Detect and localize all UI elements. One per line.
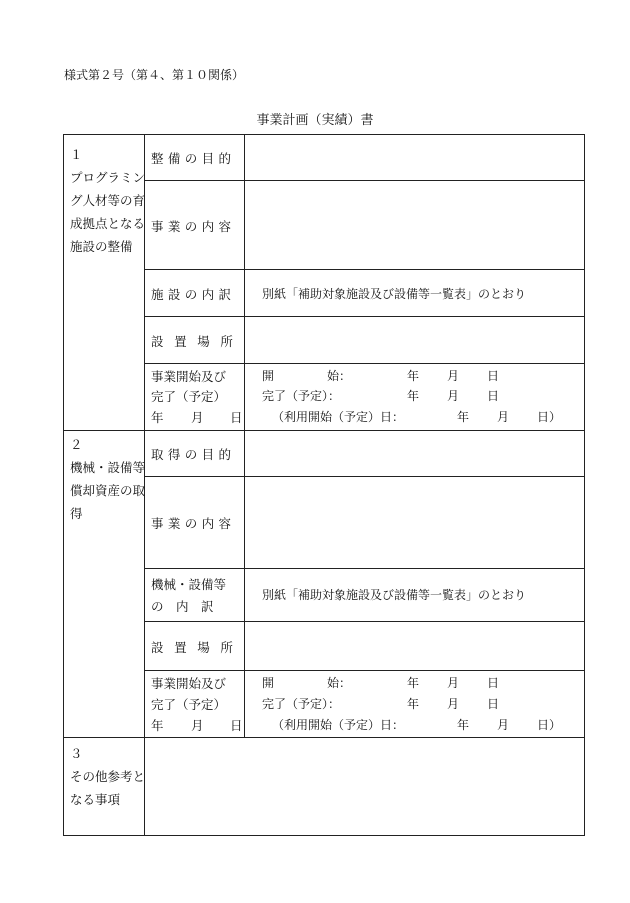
content-label-2: 事業の内容: [151, 516, 236, 531]
usage-label-2: （利用開始（予定）日：: [272, 718, 405, 732]
completion-label: 完了（予定）：: [262, 389, 341, 403]
row-divider: [145, 568, 584, 569]
usage-month-2: 月: [497, 718, 510, 732]
breakdown-value: 別紙「補助対象施設及び設備等一覧表」のとおり: [262, 287, 527, 301]
usage-month: 月: [497, 410, 510, 424]
start-label-b-2: 始：: [327, 676, 352, 690]
section-3-number: ３: [70, 746, 83, 761]
purpose-label: 整備の目的: [151, 151, 236, 166]
location-label: 設置場所: [151, 334, 244, 349]
dates-label-2-year: 年: [151, 718, 164, 733]
start-month-2: 月: [447, 676, 460, 690]
dates-label-year: 年: [151, 410, 164, 425]
content-label: 事業の内容: [151, 219, 236, 234]
completion-label-2: 完了（予定）：: [262, 697, 341, 711]
start-label-b: 始：: [327, 369, 352, 383]
completion-day-2: 日: [487, 697, 500, 711]
document-title: 事業計画（実績）書: [256, 113, 374, 128]
completion-year: 年: [407, 389, 420, 403]
section-2-name: 機械・設備等償却資産の取得: [70, 460, 146, 521]
section-1-header: [70, 143, 146, 258]
start-label-a-2: 開: [262, 676, 275, 690]
breakdown-label: 施設の内訳: [151, 287, 236, 302]
dates-label-2-line-1: 事業開始及び: [151, 676, 227, 691]
row-divider: [145, 316, 584, 317]
row-divider: [145, 476, 584, 477]
completion-month-2: 月: [447, 697, 460, 711]
row-divider: [145, 670, 584, 671]
acquisition-purpose-label: 取得の目的: [151, 447, 236, 462]
dates-label-2-month: 月: [191, 718, 204, 733]
dates-label-day: 日: [230, 410, 243, 425]
start-day: 日: [487, 369, 500, 383]
start-month: 月: [447, 369, 460, 383]
dates-label-2-line-2: 完了（予定）: [151, 697, 227, 712]
completion-year-2: 年: [407, 697, 420, 711]
form-number: 様式第２号（第４、第１０関係）: [64, 68, 245, 82]
dates-label-2-day: 日: [230, 718, 243, 733]
section-1-name: プログラミング人材等の育成拠点となる施設の整備: [70, 170, 146, 254]
usage-label: （利用開始（予定）日：: [272, 410, 405, 424]
row-divider: [145, 621, 584, 622]
row-divider: [145, 180, 584, 181]
section-divider: [64, 430, 584, 431]
start-year: 年: [407, 369, 420, 383]
dates-label-line-1: 事業開始及び: [151, 369, 227, 384]
usage-year: 年: [457, 410, 470, 424]
section-3-header: [70, 742, 146, 811]
start-day-2: 日: [487, 676, 500, 690]
usage-day-2: 日）: [537, 718, 562, 732]
completion-month: 月: [447, 389, 460, 403]
dates-label-line-2: 完了（予定）: [151, 389, 227, 404]
breakdown-label-2-line-1: 機械・設備等: [151, 577, 227, 592]
location-label-2: 設置場所: [151, 640, 244, 655]
column-divider: [244, 135, 245, 737]
section-divider: [64, 737, 584, 738]
completion-day: 日: [487, 389, 500, 403]
section-2-number: ２: [70, 437, 83, 452]
start-label-a: 開: [262, 369, 275, 383]
breakdown-value-2: 別紙「補助対象施設及び設備等一覧表」のとおり: [262, 588, 527, 602]
start-year-2: 年: [407, 676, 420, 690]
usage-year-2: 年: [457, 718, 470, 732]
row-divider: [145, 269, 584, 270]
row-divider: [145, 363, 584, 364]
plan-table: [63, 134, 585, 836]
section-1-number: １: [70, 147, 83, 162]
dates-label-month: 月: [191, 410, 204, 425]
section-3-name: その他参考となる事項: [70, 769, 146, 807]
section-2-header: [70, 433, 146, 525]
breakdown-label-2-line-2: の 内 訳: [151, 599, 214, 614]
usage-day: 日）: [537, 410, 562, 424]
